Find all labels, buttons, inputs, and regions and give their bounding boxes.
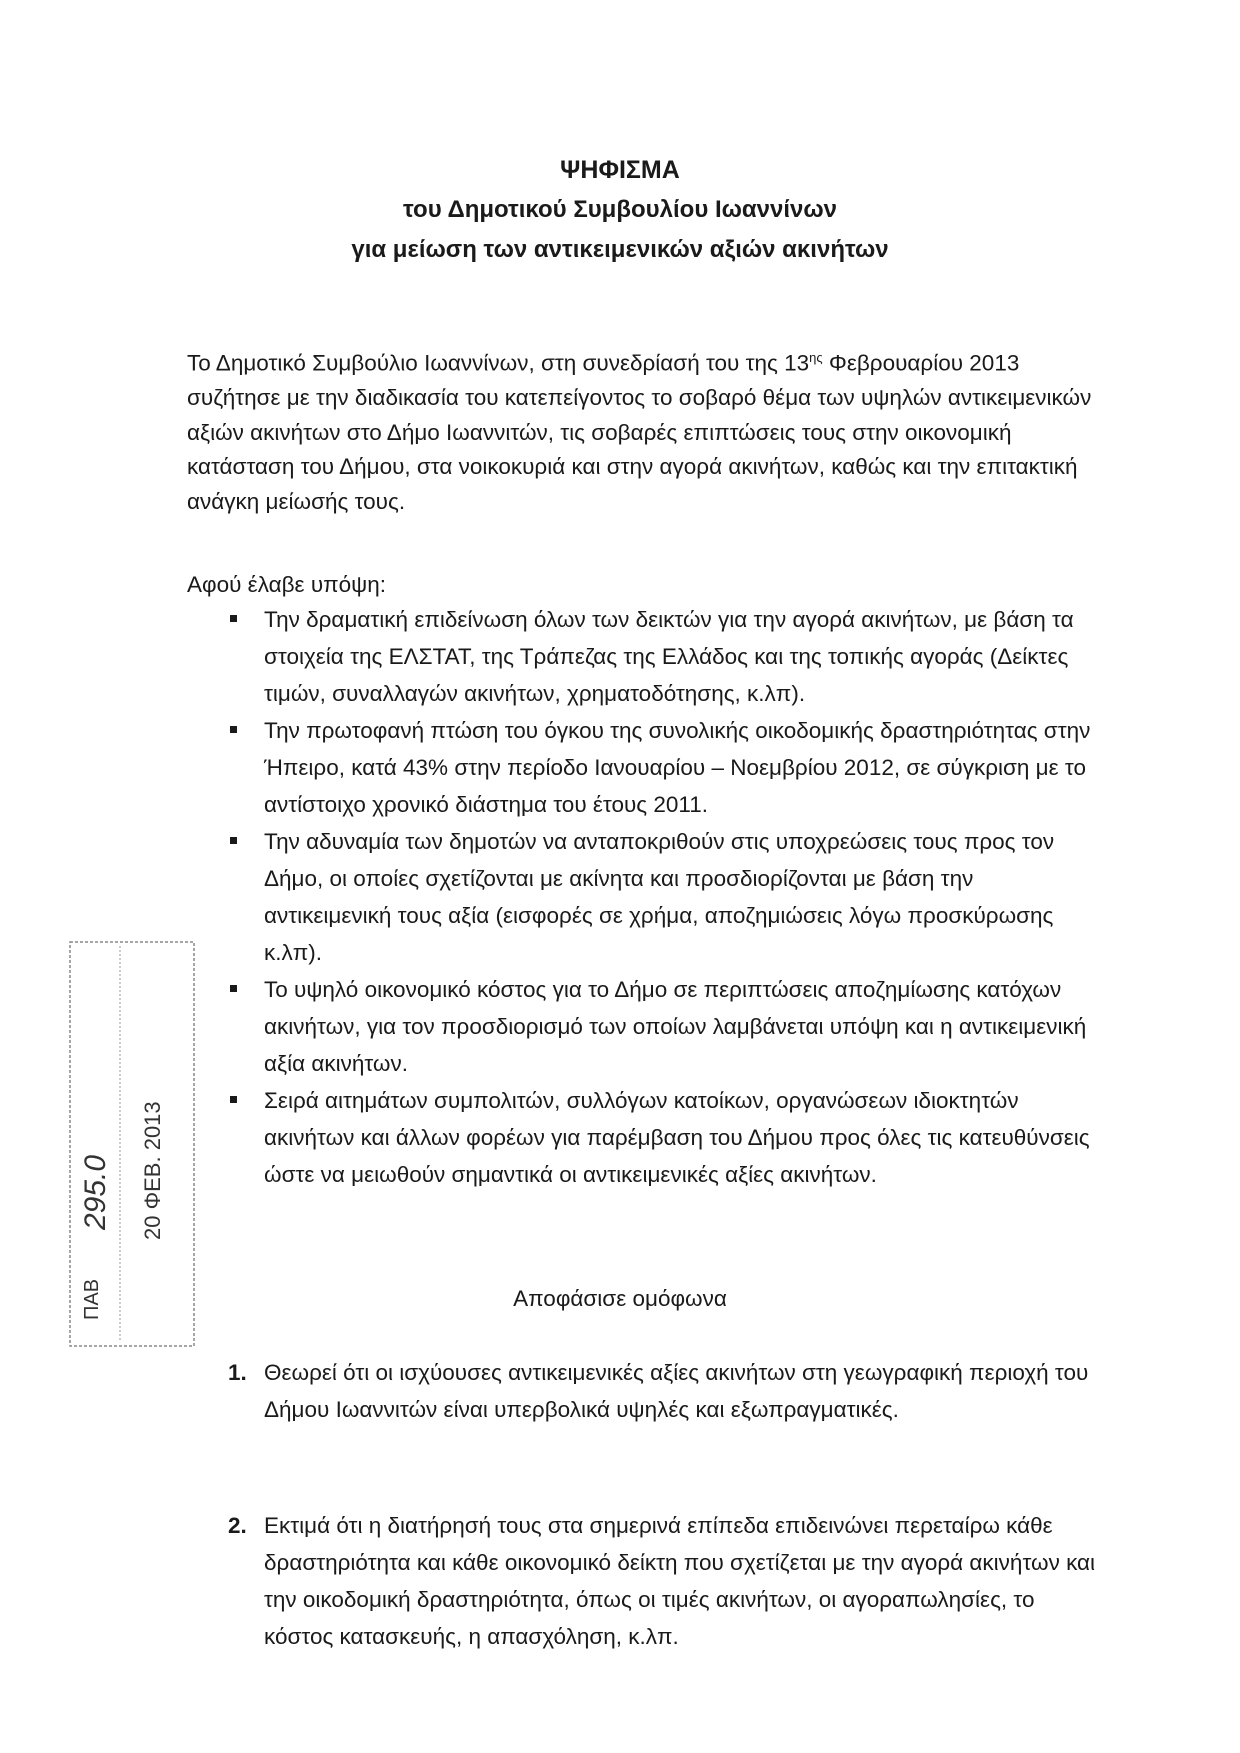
list-item	[226, 712, 1106, 823]
decision-item	[228, 1354, 1108, 1428]
document-title-block	[0, 150, 1240, 270]
bullet-icon	[230, 985, 237, 992]
decision-number: 1.	[228, 1360, 247, 1385]
stamp-prefix: ΠΑΒ	[81, 1278, 103, 1320]
consideration-text: Την αδυναμία των δημοτών να ανταποκριθούν στις υποχρεώσεις τους προς τον Δήμο, οι οποίες σχετίζονται με ακίνητα και προσδιορίζονται με βάση την αντικειμενική τους αξία (εισφορές σε χρήμα, αποζημιώσεις λόγω προσκύρωσης κ.λπ).	[264, 829, 1055, 965]
considerations-heading: Αφού έλαβε υπόψη:	[187, 572, 386, 597]
decision-number: 2.	[228, 1513, 247, 1538]
document-title: ΨΗΦΙΣΜΑ	[560, 156, 680, 184]
bullet-icon	[230, 837, 237, 844]
intro-text-start: Το Δημοτικό Συμβούλιο Ιωαννίνων, στη συνεδρίασή του της 13	[187, 350, 810, 376]
intro-paragraph	[187, 341, 1092, 519]
document-subtitle-subject: για μείωση των αντικειμενικών αξιών ακινήτων	[351, 236, 889, 263]
consideration-text: Σειρά αιτημάτων συμπολιτών, συλλόγων κατοίκων, οργανώσεων ιδιοκτητών ακινήτων και άλλων φορέων για παρέμβαση του Δήμου προς όλες τις κατευθύνσεις ώστε να μειωθούν σημαντικά οι αντικειμενικές αξίες ακινήτων.	[264, 1088, 1090, 1187]
stamp-date: 20 ΦΕΒ. 2013	[140, 1101, 165, 1240]
list-item	[226, 601, 1106, 712]
list-item	[226, 823, 1106, 971]
consideration-text: Την πρωτοφανή πτώση του όγκου της συνολικής οικοδομικής δραστηριότητας στην Ήπειρο, κατά 43% στην περίοδο Ιανουαρίου – Νοεμβρίου 2012, σε σύγκριση με το αντίστοιχο χρονικό διάστημα του έτους 2011.	[264, 718, 1091, 817]
bullet-icon	[230, 726, 237, 733]
bullet-icon	[230, 1096, 237, 1103]
decision-text: Θεωρεί ότι οι ισχύουσες αντικειμενικές αξίες ακινήτων στη γεωγραφική περιοχή του Δήμου Ιωαννιτών είναι υπερβολικά υψηλές και εξωπραγματικές.	[264, 1360, 1089, 1422]
decision-text: Εκτιμά ότι η διατήρησή τους στα σημερινά επίπεδα επιδεινώνει περεταίρω κάθε δραστηριότητα και κάθε οικονομικό δείκτη που σχετίζεται με την αγορά ακινήτων και την οικοδομική δραστηριότητα, όπως οι τιμές ακινήτων, οι αγοραπωλησίες, το κόστος κατασκευής, η απασχόληση, κ.λπ.	[264, 1513, 1096, 1649]
stamp-number: 295.0	[79, 1154, 112, 1230]
considerations-list	[226, 601, 1106, 1193]
registration-stamp	[68, 940, 198, 1352]
consideration-text: Το υψηλό οικονομικό κόστος για το Δήμο σε περιπτώσεις αποζημίωσης κατόχων ακινήτων, για τον προσδιορισμό των οποίων λαμβάνεται υπόψη και η αντικειμενική αξία ακινήτων.	[264, 977, 1087, 1076]
bullet-icon	[230, 615, 237, 622]
list-item	[226, 1082, 1106, 1193]
consideration-text: Την δραματική επιδείνωση όλων των δεικτών για την αγορά ακινήτων, με βάση τα στοιχεία της ΕΛΣΤΑΤ, της Τράπεζας της Ελλάδος και της τοπικής αγοράς (Δείκτες τιμών, συναλλαγών ακινήτων, χρηματοδότησης, κ.λπ).	[264, 607, 1074, 706]
list-item	[226, 971, 1106, 1082]
stamp-graphic	[68, 940, 198, 1352]
decision-heading: Αποφάσισε ομόφωνα	[513, 1286, 727, 1311]
document-subtitle-authority: του Δημοτικού Συμβουλίου Ιωαννίνων	[403, 196, 837, 223]
decision-item	[228, 1507, 1108, 1655]
intro-text-rest: Φεβρουαρίου 2013 συζήτησε με την διαδικασία του κατεπείγοντος το σοβαρό θέμα των υψηλών αντικειμενικών αξιών ακινήτων στο Δήμο Ιωαννιτών, τις σοβαρές επιπτώσεις τους στην οικονομική κατάσταση του Δήμου, στα νοικοκυριά και στην αγορά ακινήτων, καθώς και την επιτακτική ανάγκη μείωσής τους.	[187, 350, 1092, 514]
intro-ordinal-suffix: ης	[809, 350, 823, 365]
